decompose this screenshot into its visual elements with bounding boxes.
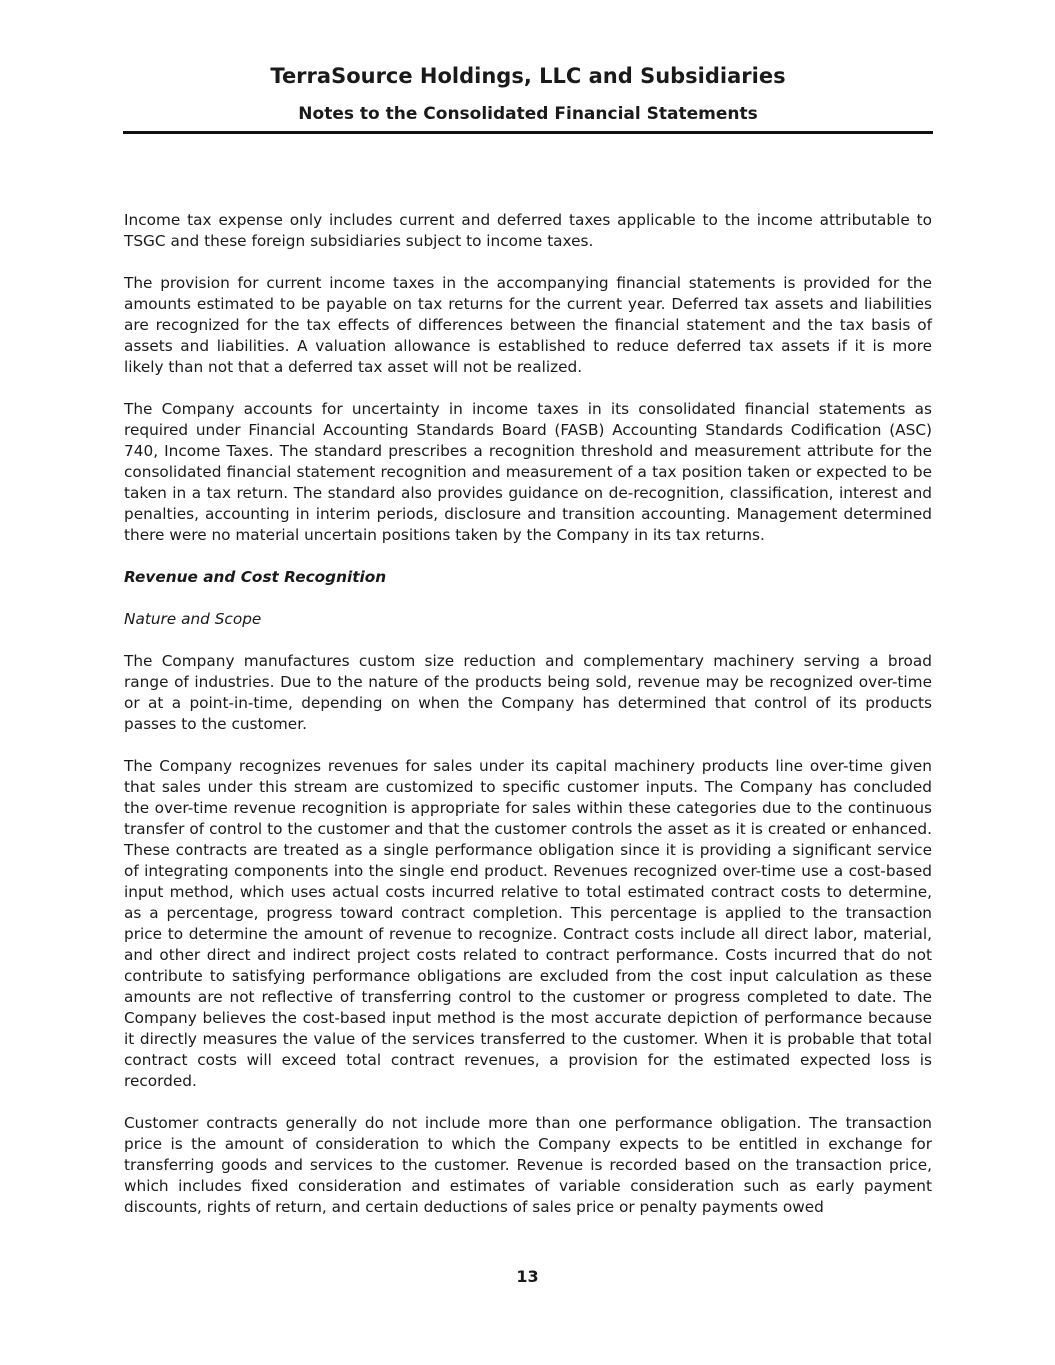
paragraph-over-time-revenue: The Company recognizes revenues for sales under its capital machinery products line over-time given that sales under this stream are customized to specific customer inputs. The Company has concluded the over-time revenue recognition is appropriate for sales within these categories due to the continuous transfer of control to the customer and that the customer controls the asset as it is created or enhanced. These contracts are treated as a single performance obligation since it is providing a significant service of integrating components into the single end product. Revenues recognized over-time use a cost-based input method, which uses actual costs incurred relative to total estimated contract costs to determine, as a percentage, progress toward contract completion. This percentage is applied to the transaction price to determine the amount of revenue to recognize. Contract costs include all direct labor, material, and other direct and indirect project costs related to contract performance. Costs incurred that do not contribute to satisfying performance obligations are excluded from the cost input calculation as these amounts are not reflective of transferring control to the customer or progress completed to date. The Company believes the cost-based input method is the most accurate depiction of performance because it directly measures the value of the services transferred to the customer. When it is probable that total contract costs will exceed total contract revenues, a provision for the estimated expected loss is recorded. <box>124 757 932 1090</box>
paragraph-income-tax-expense: Income tax expense only includes current and deferred taxes applicable to the income attributable to TSGC and these foreign subsidiaries subject to income taxes. <box>124 211 932 250</box>
paragraph-customer-contracts: Customer contracts generally do not include more than one performance obligation. The transaction price is the amount of consideration to which the Company expects to be entitled in exchange for transferring goods and services to the customer. Revenue is recorded based on the transaction price, which includes fixed consideration and estimates of variable consideration such as early payment discounts, rights of return, and certain deductions of sales price or penalty payments owed <box>124 1114 932 1216</box>
paragraph-provision-current-taxes: The provision for current income taxes in the accompanying financial statements is provided for the amounts estimated to be payable on tax returns for the current year. Deferred tax assets and liabilities are recognized for the tax effects of differences between the financial statement and the tax basis of assets and liabilities. A valuation allowance is established to reduce deferred tax assets if it is more likely than not that a deferred tax asset will not be realized. <box>124 274 932 376</box>
document-subtitle: Notes to the Consolidated Financial Statements <box>298 104 758 124</box>
section-heading-revenue: Revenue and Cost Recognition <box>124 568 387 586</box>
page-header <box>123 60 933 126</box>
company-name: TerraSource Holdings, LLC and Subsidiaries <box>270 64 786 88</box>
header-rule <box>123 131 933 134</box>
page-number: 13 <box>516 1267 539 1286</box>
document-body <box>124 210 932 1239</box>
paragraph-uncertainty-income-taxes: The Company accounts for uncertainty in income taxes in its consolidated financial statements as required under Financial Accounting Standards Board (FASB) Accounting Standards Codification (ASC) 740, Income Taxes. The standard prescribes a recognition threshold and measurement attribute for the consolidated financial statement recognition and measurement of a tax position taken or expected to be taken in a tax return. The standard also provides guidance on de-recognition, classification, interest and penalties, accounting in interim periods, disclosure and transition accounting. Management determined there were no material uncertain positions taken by the Company in its tax returns. <box>124 400 932 544</box>
paragraph-nature-scope: The Company manufactures custom size reduction and complementary machinery serving a broad range of industries. Due to the nature of the products being sold, revenue may be recognized over-time or at a point-in-time, depending on when the Company has determined that control of its products passes to the customer. <box>124 652 932 733</box>
sub-heading-nature-scope: Nature and Scope <box>124 610 262 628</box>
